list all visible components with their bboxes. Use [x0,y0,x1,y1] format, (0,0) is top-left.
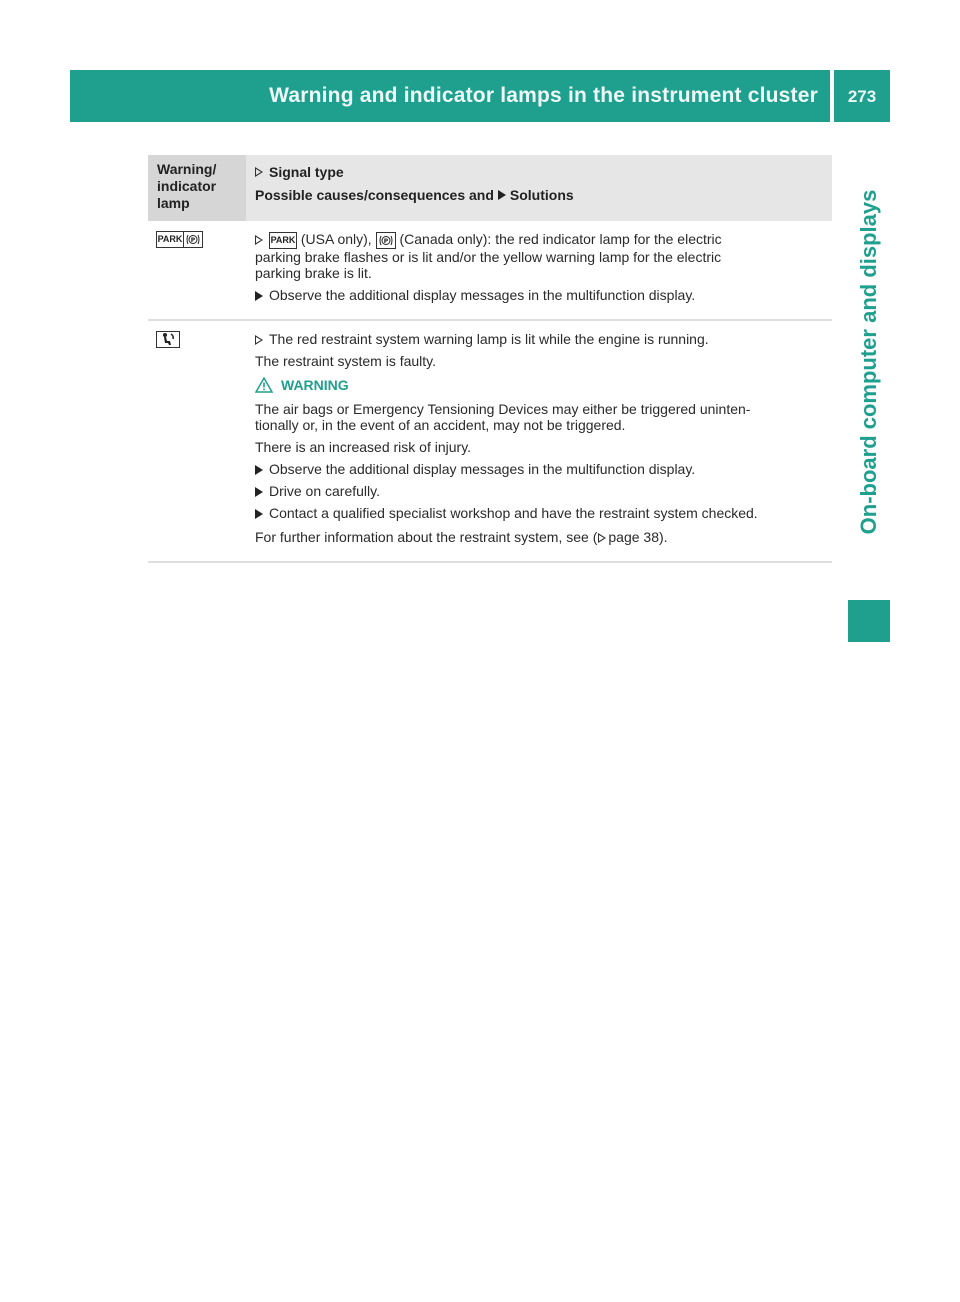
list-item: Contact a qualified specialist workshop and have the restraint system checked. [255,505,828,521]
action-arrow-icon [255,465,263,475]
warning-heading: WARNING [255,377,828,393]
restraint-system-icon [156,331,180,348]
svg-text:P: P [190,237,196,245]
description-cell: The red restraint system warning lamp is lit while the engine is running. The restraint system is faulty. WARNING The air bags or Emergency Tensioning Devices may either be triggered uninten- tionally or, in the event of an accident, may not be triggered. There is an increased risk of injury. Observe the additional display messages in the multifunction display. Drive on carefully. Contact a qualified specialist workshop and have the restraint system checked. For further information about the restraint system, see ( page 38). [246,321,832,561]
chapter-header-bar [70,70,830,122]
lamp-cell [148,221,246,319]
page-number-box [834,70,890,122]
warning-triangle-icon [255,377,273,393]
svg-text:P: P [383,237,388,245]
solutions-label: Solutions [509,186,574,203]
signal-type-label: Signal type [269,163,344,180]
chapter-title: Warning and indicator lamps in the instrument cluster [269,84,818,107]
signal-column-header [246,155,832,221]
park-brake-icon: PARK [156,231,184,248]
page-reference-link[interactable]: page 38). [608,528,668,545]
lamp-cell [148,321,246,561]
table-row [148,221,832,321]
side-tab-label: On-board computer and displays [856,189,881,535]
signal-type-icon [255,167,263,177]
list-item: Observe the additional display messages in the multifunction display. [255,287,828,303]
signal-type-icon [255,235,263,245]
page-reference-icon [598,533,606,543]
action-arrow-icon [255,509,263,519]
list-item: Observe the additional display messages in the multifunction display. [255,461,828,477]
causes-label: Possible causes/consequences and [255,186,494,203]
warning-lamp-table [148,155,832,563]
p-circle-brake-icon [183,231,203,248]
action-arrow-icon [255,291,263,301]
solutions-arrow-icon [498,190,506,200]
page-number: 273 [847,87,877,106]
signal-type-icon [255,335,263,345]
side-tab [848,142,890,582]
list-item: Drive on carefully. [255,483,828,499]
lamp-column-header: Warning/ indicator lamp [148,155,246,221]
table-header [148,155,832,221]
park-brake-icon: PARK [269,232,297,249]
p-circle-brake-icon [376,232,396,249]
side-tab-marker [848,600,890,642]
action-arrow-icon [255,487,263,497]
table-row [148,321,832,563]
description-cell: PARK (USA only), P (Canada only): the red indicator lamp for the electric parking brake flashes or is lit and/or the yellow warning lamp for the electric parking brake is lit. Observe the additional display messages in the multifunction display. [246,221,832,319]
